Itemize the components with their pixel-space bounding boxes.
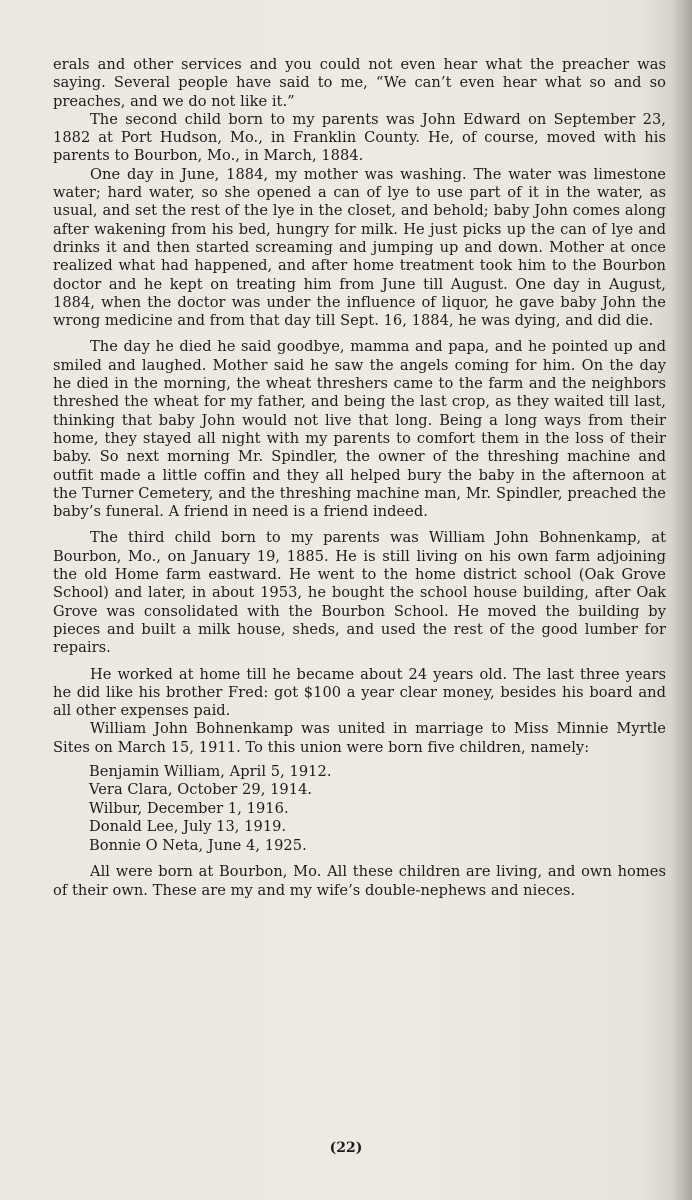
list-item: Wilbur, December 1, 1916. — [89, 799, 289, 817]
page-number: (22) — [329, 1140, 363, 1156]
paragraph-baby-death: The day he died he said goodbye, mamma and papa, and he pointed up and smiled and laughed. Mother said he saw the angels coming for him. On the day he died in the morning, the wheat threshers came to the farm and the neighbors threshed the wheat for my father, and being the last crop, as they waited till last, thinking that baby John would not live that long. Being a long ways from their home, they stayed all night with my parents to comfort them in the loss of their baby. So next morning Mr. Spindler, the owner of the threshing machine and outfit made a little coffin and they all helped bury the baby in the afternoon at the Turner Cemetery, and the threshing machine man, Mr. Spindler, preached the baby’s funeral. A friend in need is a friend indeed. — [53, 338, 666, 521]
paragraph-lye-accident: One day in June, 1884, my mother was washing. The water was limestone water; hard water, so she opened a can of lye to use part of it in the water, as usual, and set the rest of the lye in the closet, and behold; baby John comes along after wakening from his bed, hungry for milk. He just picks up the can of lye and drinks it and then started screaming and jumping up and down. Mother at once realized what had happened, and after home treatment took him to the Bourbon doctor and he kept on treating him from June till August. One day in August, 1884, when the doctor was under the influence of liquor, he gave baby John the wrong medicine and from that day till Sept. 16, 1884, he was dying, and did die. — [53, 165, 666, 330]
paragraph-continued: erals and other services and you could not even hear what the preacher was saying. Several people have said to me, “We can’t even hear what so and so preaches, and we do not like it.” — [53, 56, 666, 110]
list-item: Donald Lee, July 13, 1919. — [89, 818, 287, 836]
paragraph-william-john: The third child born to my parents was William John Bohnenkamp, at Bourbon, Mo., on January 19, 1885. He is still living on his own farm adjoining the old Home farm eastward. He went to the home district school (Oak Grove School) and later, in about 1953, he bought the school house building, after Oak Grove was consolidated with the Bourbon School. He moved the building by pieces and built a milk house, sheds, and used the rest of the good lumber for repairs. — [53, 529, 666, 657]
paragraph-john-edward: The second child born to my parents was John Edward on September 23, 1882 at Port Hudson, Mo., in Franklin County. He, of course, moved with his parents to Bourbon, Mo., in March, 1884. — [53, 110, 666, 165]
list-item: Benjamin William, April 5, 1912. — [89, 762, 332, 780]
list-item: Bonnie O Neta, June 4, 1925. — [89, 836, 307, 854]
page-body — [53, 56, 666, 900]
children-list — [89, 763, 666, 856]
paragraph-marriage: William John Bohnenkamp was united in marriage to Miss Minnie Myrtle Sites on March 15, 1911. To this union were born five children, namely: — [53, 720, 666, 756]
paragraph-closing: All were born at Bourbon, Mo. All these children are living, and own homes of their own. These are my and my wife’s double-nephews and nieces. — [53, 863, 666, 899]
list-item: Vera Clara, October 29, 1914. — [89, 781, 313, 799]
paragraph-work-at-home: He worked at home till he became about 24 years old. The last three years he did like his brother Fred: got $100 a year clear money, besides his board and all other expenses paid. — [53, 665, 666, 720]
